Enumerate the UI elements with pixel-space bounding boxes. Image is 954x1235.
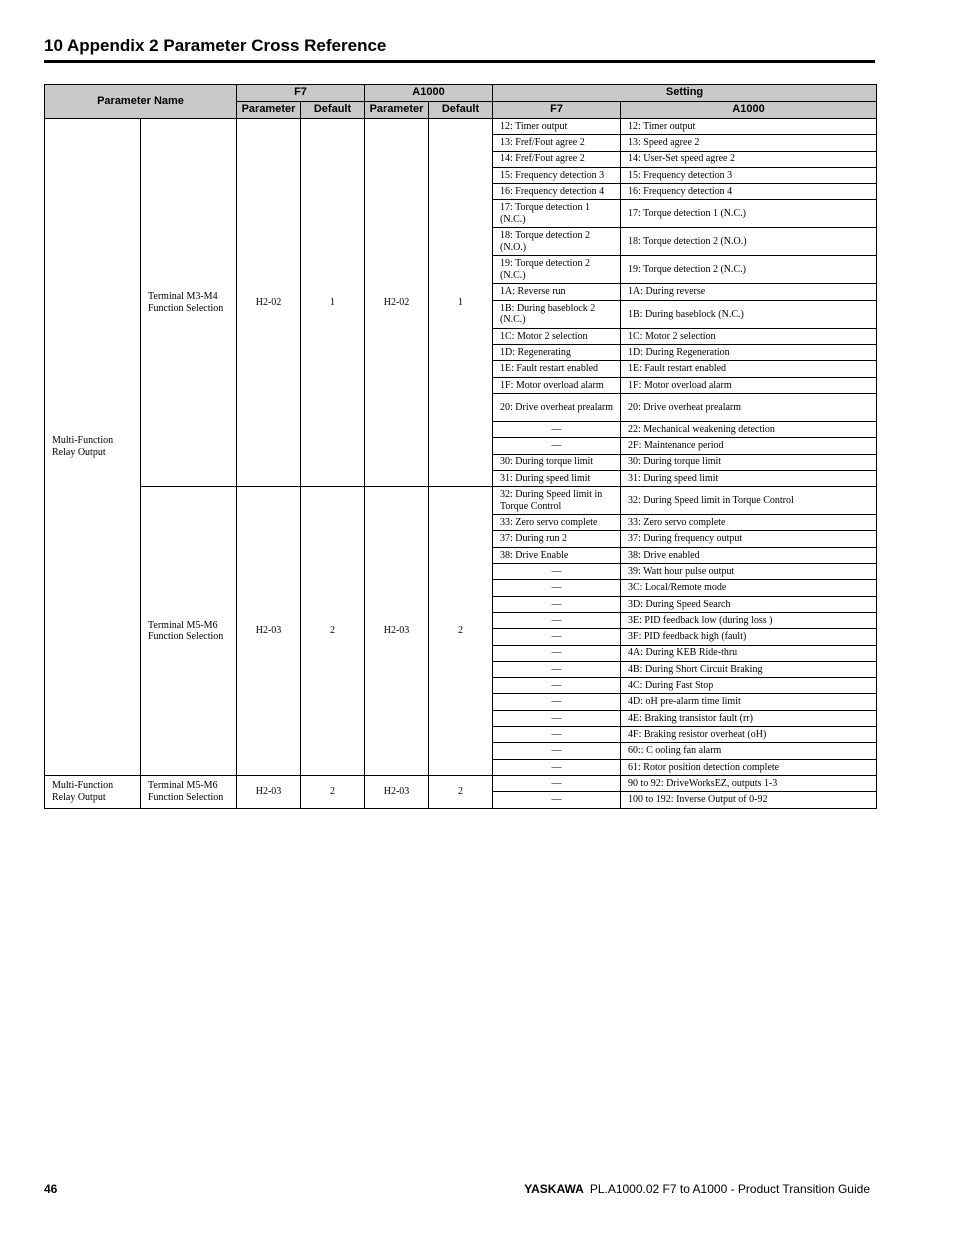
setting-f7: —	[493, 727, 621, 743]
setting-f7: 1D: Regenerating	[493, 345, 621, 361]
setting-f7: —	[493, 580, 621, 596]
header-a1000-default: Default	[429, 102, 493, 119]
setting-a1000: 37: During frequency output	[621, 531, 877, 547]
header-parameter-name: Parameter Name	[45, 85, 237, 119]
setting-f7: 13: Fref/Fout agree 2	[493, 135, 621, 151]
setting-a1000: 16: Frequency detection 4	[621, 184, 877, 200]
f7-parameter: H2-02	[237, 119, 301, 487]
title-rule	[44, 60, 875, 63]
subgroup-name: Terminal M5-M6 Function Selection	[141, 487, 237, 776]
setting-a1000: 14: User-Set speed agree 2	[621, 151, 877, 167]
setting-a1000: 17: Torque detection 1 (N.C.)	[621, 200, 877, 228]
setting-f7: 18: Torque detection 2 (N.O.)	[493, 228, 621, 256]
setting-a1000: 22: Mechanical weakening detection	[621, 421, 877, 437]
setting-a1000: 1B: During baseblock (N.C.)	[621, 300, 877, 328]
setting-f7: 1A: Reverse run	[493, 284, 621, 300]
setting-a1000: 4F: Braking resistor overheat (oH)	[621, 727, 877, 743]
setting-f7: —	[493, 792, 621, 808]
setting-f7: 33: Zero servo complete	[493, 515, 621, 531]
setting-a1000: 39: Watt hour pulse output	[621, 564, 877, 580]
header-setting-a1000: A1000	[621, 102, 877, 119]
a1000-default: 1	[429, 119, 493, 487]
f7-default: 1	[301, 119, 365, 487]
setting-a1000: 30: During torque limit	[621, 454, 877, 470]
setting-f7: —	[493, 421, 621, 437]
setting-f7: 1F: Motor overload alarm	[493, 377, 621, 393]
setting-f7: 15: Frequency detection 3	[493, 167, 621, 183]
setting-a1000: 3E: PID feedback low (during loss )	[621, 612, 877, 628]
header-a1000-parameter: Parameter	[365, 102, 429, 119]
setting-f7: —	[493, 564, 621, 580]
setting-a1000: 1A: During reverse	[621, 284, 877, 300]
setting-a1000: 18: Torque detection 2 (N.O.)	[621, 228, 877, 256]
setting-a1000: 1E: Fault restart enabled	[621, 361, 877, 377]
setting-f7: 1B: During baseblock 2 (N.C.)	[493, 300, 621, 328]
setting-f7: 31: During speed limit	[493, 470, 621, 486]
group-name: Multi-Function Relay Output	[45, 775, 141, 808]
setting-f7: 14: Fref/Fout agree 2	[493, 151, 621, 167]
setting-a1000: 38: Drive enabled	[621, 547, 877, 563]
f7-parameter: H2-03	[237, 775, 301, 808]
header-setting-f7: F7	[493, 102, 621, 119]
header-f7-parameter: Parameter	[237, 102, 301, 119]
setting-a1000: 20: Drive overheat prealarm	[621, 393, 877, 421]
page-title: 10 Appendix 2 Parameter Cross Reference	[44, 36, 387, 55]
setting-a1000: 4A: During KEB Ride-thru	[621, 645, 877, 661]
setting-a1000: 100 to 192: Inverse Output of 0-92	[621, 792, 877, 808]
setting-f7: 12: Timer output	[493, 119, 621, 135]
setting-a1000: 90 to 92: DriveWorksEZ, outputs 1-3	[621, 775, 877, 791]
setting-f7: —	[493, 678, 621, 694]
setting-a1000: 15: Frequency detection 3	[621, 167, 877, 183]
header-a1000: A1000	[365, 85, 493, 102]
f7-default: 2	[301, 775, 365, 808]
subgroup-name: Terminal M5-M6 Function Selection	[141, 775, 237, 808]
setting-f7: 30: During torque limit	[493, 454, 621, 470]
setting-a1000: 1F: Motor overload alarm	[621, 377, 877, 393]
setting-f7: 16: Frequency detection 4	[493, 184, 621, 200]
setting-a1000: 3F: PID feedback high (fault)	[621, 629, 877, 645]
setting-f7: —	[493, 629, 621, 645]
setting-f7: 32: During Speed limit in Torque Control	[493, 487, 621, 515]
setting-f7: —	[493, 710, 621, 726]
setting-a1000: 60:: C ooling fan alarm	[621, 743, 877, 759]
header-f7-default: Default	[301, 102, 365, 119]
setting-a1000: 4E: Braking transistor fault (rr)	[621, 710, 877, 726]
setting-a1000: 4D: oH pre-alarm time limit	[621, 694, 877, 710]
setting-f7: —	[493, 596, 621, 612]
setting-a1000: 33: Zero servo complete	[621, 515, 877, 531]
setting-f7: 19: Torque detection 2 (N.C.)	[493, 256, 621, 284]
page-number: 46	[44, 1182, 58, 1196]
setting-a1000: 2F: Maintenance period	[621, 438, 877, 454]
footer-doc-info	[524, 1182, 870, 1196]
a1000-default: 2	[429, 487, 493, 776]
setting-f7: —	[493, 759, 621, 775]
header-f7: F7	[237, 85, 365, 102]
setting-f7: 38: Drive Enable	[493, 547, 621, 563]
a1000-parameter: H2-03	[365, 775, 429, 808]
brand-name: YASKAWA	[524, 1182, 584, 1196]
setting-f7: 20: Drive overheat prealarm	[493, 393, 621, 421]
doc-title: PL.A1000.02 F7 to A1000 - Product Transition Guide	[589, 1182, 870, 1196]
setting-f7: 1C: Motor 2 selection	[493, 328, 621, 344]
setting-a1000: 12: Timer output	[621, 119, 877, 135]
setting-f7: —	[493, 612, 621, 628]
setting-f7: 17: Torque detection 1 (N.C.)	[493, 200, 621, 228]
setting-a1000: 4C: During Fast Stop	[621, 678, 877, 694]
setting-a1000: 1C: Motor 2 selection	[621, 328, 877, 344]
setting-f7: 1E: Fault restart enabled	[493, 361, 621, 377]
f7-parameter: H2-03	[237, 487, 301, 776]
setting-a1000: 3D: During Speed Search	[621, 596, 877, 612]
setting-a1000: 31: During speed limit	[621, 470, 877, 486]
setting-f7: —	[493, 694, 621, 710]
f7-default: 2	[301, 487, 365, 776]
a1000-parameter: H2-02	[365, 119, 429, 487]
a1000-default: 2	[429, 775, 493, 808]
setting-f7: 37: During run 2	[493, 531, 621, 547]
header-setting: Setting	[493, 85, 877, 102]
setting-a1000: 1D: During Regeneration	[621, 345, 877, 361]
setting-a1000: 19: Torque detection 2 (N.C.)	[621, 256, 877, 284]
setting-a1000: 3C: Local/Remote mode	[621, 580, 877, 596]
setting-a1000: 4B: During Short Circuit Braking	[621, 661, 877, 677]
subgroup-name: Terminal M3-M4 Function Selection	[141, 119, 237, 487]
setting-a1000: 32: During Speed limit in Torque Control	[621, 487, 877, 515]
setting-a1000: 13: Speed agree 2	[621, 135, 877, 151]
group-name: Multi-Function Relay Output	[45, 119, 141, 776]
a1000-parameter: H2-03	[365, 487, 429, 776]
setting-f7: —	[493, 775, 621, 791]
setting-a1000: 61: Rotor position detection complete	[621, 759, 877, 775]
setting-f7: —	[493, 743, 621, 759]
setting-f7: —	[493, 661, 621, 677]
setting-f7: —	[493, 645, 621, 661]
parameter-cross-reference-table	[44, 84, 877, 809]
setting-f7: —	[493, 438, 621, 454]
